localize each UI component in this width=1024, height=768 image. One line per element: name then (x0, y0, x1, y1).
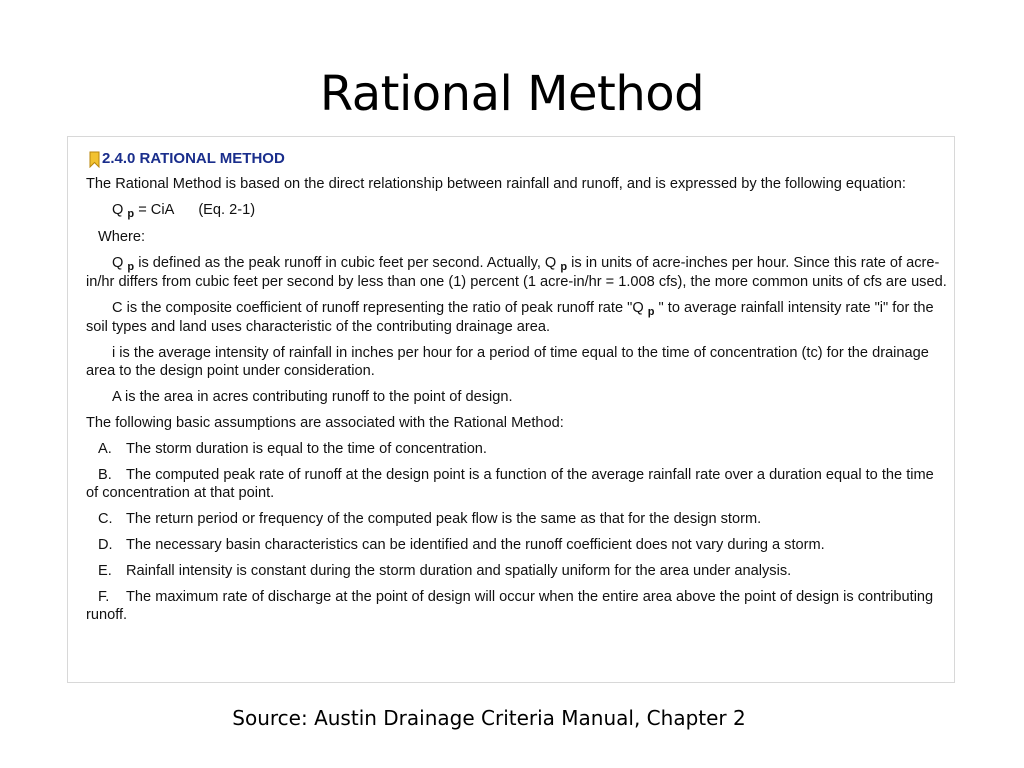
intro-paragraph: The Rational Method is based on the direct relationship between rainfall and runoff, and is expressed by the following equation: (86, 176, 906, 192)
equation-subscript: p (127, 208, 135, 220)
equation (86, 201, 948, 220)
definition-i-text: is the average intensity of rainfall in inches per hour for a period of time equal to the time of concentration (tc) for the drainage area to the design point under consideration. (86, 345, 929, 379)
equation-ref: (Eq. 2-1) (198, 202, 256, 218)
where-label: Where: (98, 229, 146, 245)
assumption-text: The computed peak rate of runoff at the design point is a function of the average rainfall rate over a duration equal to the time of concentration at that point. (86, 467, 934, 501)
equation-rhs: = CiA (138, 202, 175, 218)
source-citation: Source: Austin Drainage Criteria Manual, Chapter 2 (232, 706, 746, 730)
assumptions-intro: The following basic assumptions are associated with the Rational Method: (86, 415, 564, 431)
assumption-item (86, 536, 948, 554)
definition-a-symbol: A (112, 389, 121, 405)
slide-title: Rational Method (319, 66, 705, 122)
definition-i (86, 344, 948, 380)
section-heading-text: 2.4.0 RATIONAL METHOD (102, 150, 285, 167)
definition-qp-sub: p (127, 261, 135, 273)
assumption-item (86, 466, 948, 502)
definition-qp (86, 254, 948, 291)
assumption-letter: C. (98, 511, 113, 527)
document-content (86, 149, 948, 624)
equation-lhs: Q (112, 202, 124, 218)
definition-a-text: is the area in acres contributing runoff to the point of design. (120, 389, 513, 405)
assumption-letter: F. (98, 589, 110, 605)
assumption-text: The necessary basin characteristics can be identified and the runoff coefficient does not vary during a storm. (126, 537, 825, 553)
section-heading (88, 149, 948, 169)
definition-c-text2: " to average rainfall intensity rate "i" for the soil types and land uses characteristic of the contributing drainage area. (86, 300, 934, 335)
definition-c (86, 299, 948, 336)
definition-i-symbol: i (112, 345, 116, 361)
assumption-item (86, 440, 948, 458)
assumption-letter: D. (98, 537, 113, 553)
definition-c-sub: p (647, 306, 655, 318)
assumption-text: Rainfall intensity is constant during the storm duration and spatially uniform for the area under analysis. (126, 563, 792, 579)
assumption-item (86, 510, 948, 528)
definition-qp-text1: is defined as the peak runoff in cubic feet per second. Actually, Q (134, 255, 557, 271)
document-excerpt (67, 136, 955, 683)
assumption-text: The maximum rate of discharge at the point of design will occur when the entire area above the point of design is contributing runoff. (86, 589, 934, 623)
assumption-letter: B. (98, 467, 112, 483)
bookmark-icon (88, 151, 101, 168)
assumption-letter: E. (98, 563, 112, 579)
assumption-item (86, 562, 948, 580)
assumption-text: The storm duration is equal to the time of concentration. (126, 441, 487, 457)
assumption-item (86, 588, 948, 624)
definition-c-symbol: C (112, 300, 123, 316)
assumption-text: The return period or frequency of the computed peak flow is the same as that for the design storm. (126, 511, 762, 527)
assumption-letter: A. (98, 441, 112, 457)
definition-a (86, 388, 948, 406)
definition-qp-symbol: Q (112, 255, 124, 271)
definition-c-text1: is the composite coefficient of runoff representing the ratio of peak runoff rate "Q (122, 300, 644, 316)
definition-qp-text2: is in units of acre-inches per hour. Since this rate of acre-in/hr differs from cubic feet per second by less than one (1) percent (1 acre-in/hr = 1.008 cfs), the more common units of cfs are used. (86, 255, 947, 290)
definition-qp-sub2: p (560, 261, 568, 273)
